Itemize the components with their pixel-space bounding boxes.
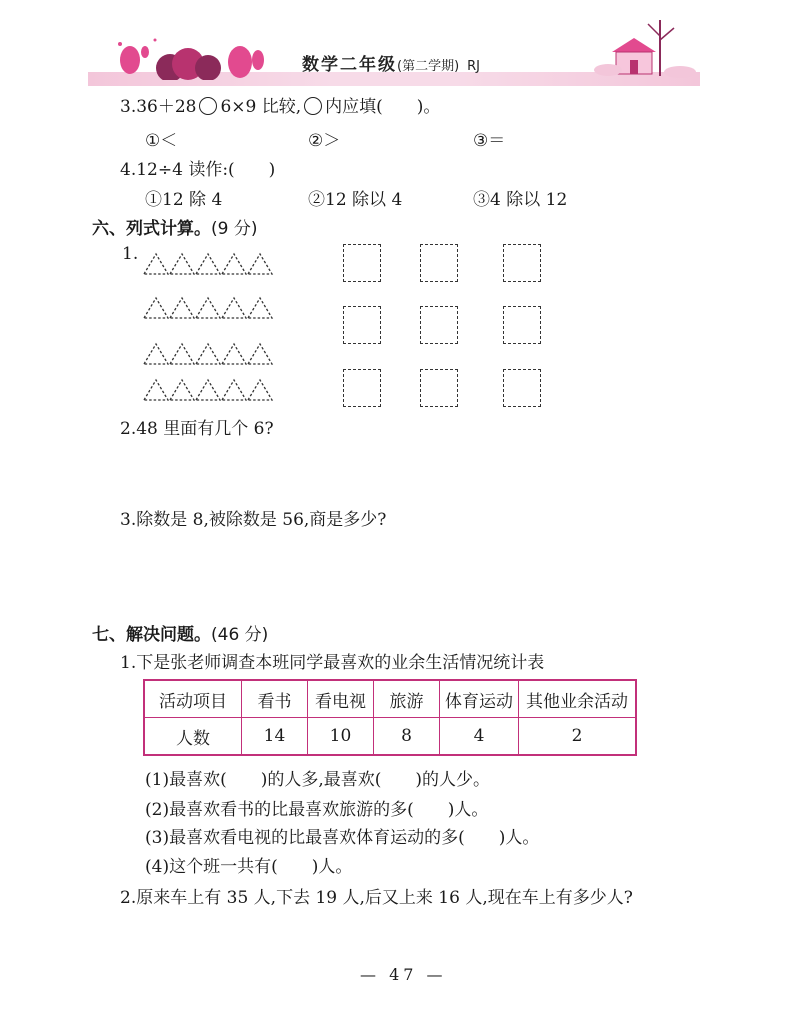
section-6-points: (9 分) (211, 219, 258, 239)
q5-3-option-3: ③＝ (473, 131, 506, 151)
section-7-heading (92, 620, 268, 645)
question-5-3 (120, 92, 440, 117)
q5-3-post: 内应填( )。 (325, 97, 441, 117)
q5-3-option-1: ①＜ (145, 131, 178, 151)
q5-4-option-1: ①12 除 4 (145, 190, 223, 210)
table-cell: 14 (242, 718, 308, 756)
answer-box[interactable] (343, 244, 381, 282)
flower-decoration-icon (100, 30, 280, 80)
house-decoration-icon (590, 16, 700, 80)
section-7-title: 七、解决问题。 (92, 625, 211, 645)
answer-box[interactable] (420, 369, 458, 407)
answer-box[interactable] (343, 306, 381, 344)
header-title-text: 数学二年级 (302, 55, 397, 75)
table-cell: 4 (440, 718, 519, 756)
answer-box[interactable] (503, 306, 541, 344)
question-6-3: 3.除数是 8,被除数是 56,商是多少? (120, 510, 387, 530)
table-cell: 8 (374, 718, 440, 756)
answer-box[interactable] (503, 369, 541, 407)
table-header-cell: 其他业余活动 (519, 680, 637, 718)
answer-box[interactable] (420, 306, 458, 344)
table-header-cell: 看电视 (308, 680, 374, 718)
triangle-row-4 (144, 380, 272, 400)
table-header-cell: 旅游 (374, 680, 440, 718)
question-7-1-sub-1: (1)最喜欢( )的人多,最喜欢( )的人少。 (145, 770, 491, 790)
answer-box[interactable] (343, 369, 381, 407)
question-7-1-sub-2: (2)最喜欢看书的比最喜欢旅游的多( )人。 (145, 800, 489, 820)
section-7-points: (46 分) (211, 625, 269, 645)
triangle-rows-figure (140, 250, 280, 410)
header-edition: RJ (467, 59, 480, 74)
answer-box[interactable] (420, 244, 458, 282)
table-header-cell: 看书 (242, 680, 308, 718)
header-subtitle: (第二学期) (397, 59, 460, 74)
page-number: — 47 — (360, 965, 447, 984)
table-header-row (144, 680, 636, 718)
q5-4-option-2: ②12 除以 4 (308, 190, 403, 210)
table-cell: 10 (308, 718, 374, 756)
question-7-1-sub-3: (3)最喜欢看电视的比最喜欢体育运动的多( )人。 (145, 828, 540, 848)
header-title (302, 50, 480, 75)
section-6-heading (92, 214, 257, 239)
triangle-row-2 (144, 298, 272, 318)
blank-circle-icon (304, 97, 322, 115)
question-7-1-sub-4: (4)这个班一共有( )人。 (145, 857, 353, 877)
statistics-table (143, 679, 637, 756)
triangle-row-3 (144, 344, 272, 364)
q5-3-option-2: ②＞ (308, 131, 341, 151)
question-7-1-intro: 1.下是张老师调查本班同学最喜欢的业余生活情况统计表 (120, 653, 545, 673)
answer-box[interactable] (503, 244, 541, 282)
section-6-title: 六、列式计算。 (92, 219, 211, 239)
q5-3-mid: 6×9 比较, (220, 97, 302, 117)
blank-circle-icon (199, 97, 217, 115)
q5-4-option-3: ③4 除以 12 (473, 190, 568, 210)
question-5-4: 4.12÷4 读作:( ) (120, 160, 276, 180)
question-7-2: 2.原来车上有 35 人,下去 19 人,后又上来 16 人,现在车上有多少人? (120, 888, 633, 908)
q5-3-pre: 3.36＋28 (120, 97, 197, 117)
question-6-2: 2.48 里面有几个 6? (120, 419, 274, 439)
table-header-cell: 体育运动 (440, 680, 519, 718)
table-cell: 人数 (144, 718, 242, 756)
triangle-row-1 (144, 254, 272, 274)
table-header-cell: 活动项目 (144, 680, 242, 718)
table-cell: 2 (519, 718, 637, 756)
question-6-1-label: 1. (122, 244, 139, 264)
table-row (144, 718, 636, 756)
